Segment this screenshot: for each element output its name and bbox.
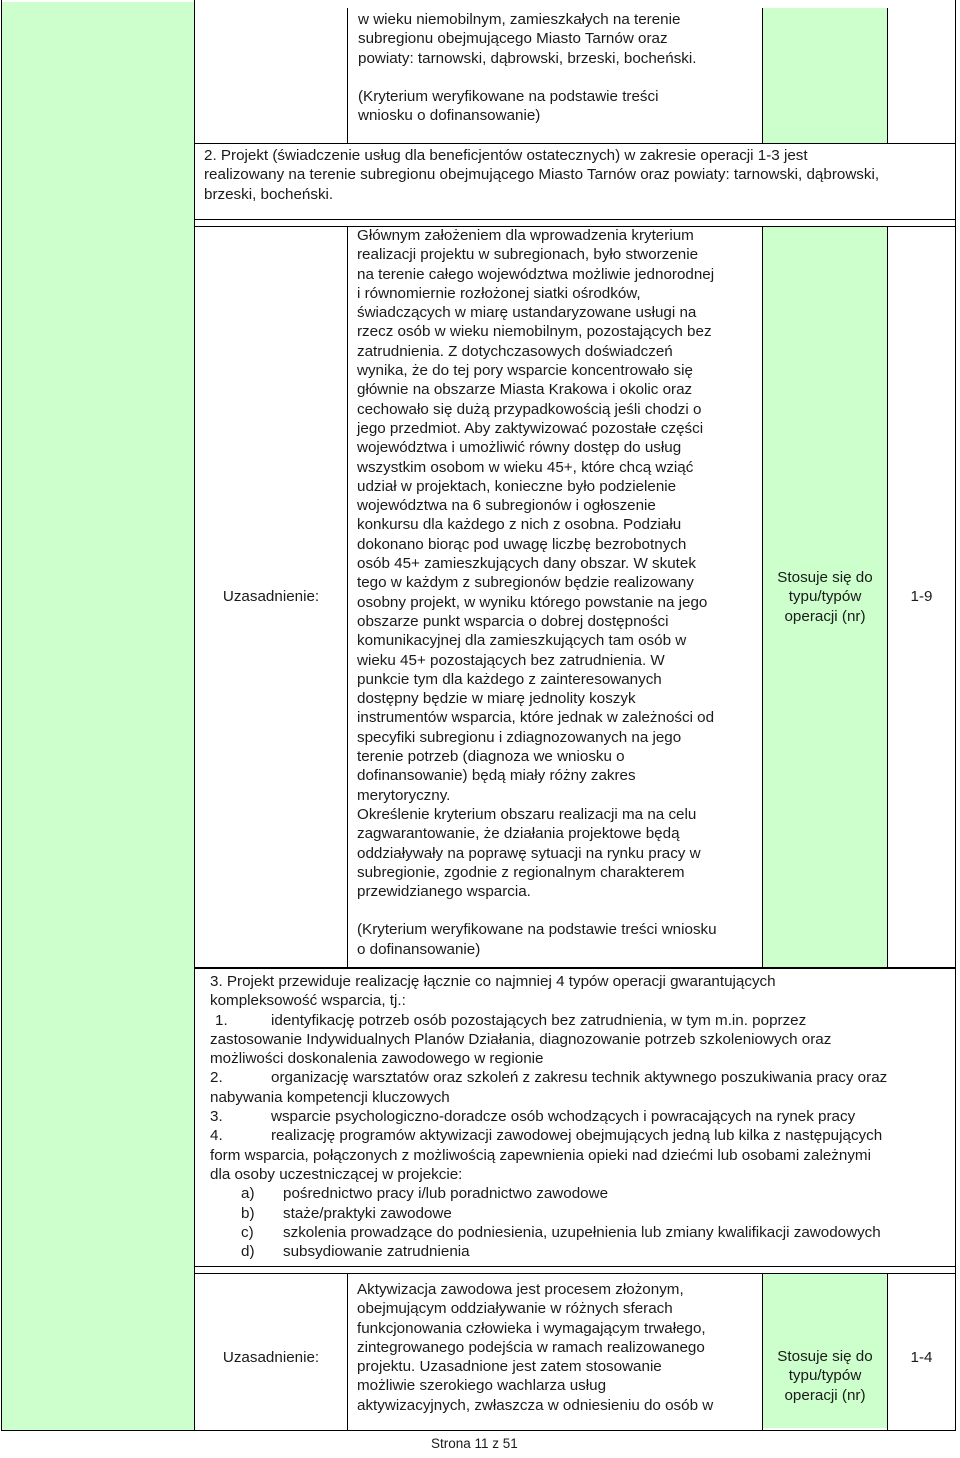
justification-2-line: aktywizacyjnych, zwłaszcza w odniesieniu do osób w: [357, 1396, 714, 1414]
justification-1-line: województwa i umożliwić równy dostęp do usług: [357, 439, 682, 457]
sublist-item-letter: d): [241, 1243, 255, 1261]
list-item-text: nabywania kompetencji kluczowych: [210, 1088, 450, 1106]
criterion-3-intro-line: kompleksowość wsparcia, tj.:: [210, 992, 406, 1010]
criterion-3-sublist: [210, 1184, 952, 1261]
criterion-2-line: brzeski, bocheński.: [204, 185, 334, 203]
justification-1-line: merytoryczny.: [357, 786, 451, 804]
list-item: [210, 1068, 952, 1107]
justification-1-line: komunikacyjnej dla zamieszkujących tam osób w: [357, 632, 687, 650]
justification-1-verification-line: (Kryterium weryfikowane na podstawie treści wniosku: [357, 921, 717, 939]
justification-1-line: konkursu dla każdego z nich z osobna. Podziału: [357, 516, 682, 534]
justification-2-applies: [763, 1346, 887, 1406]
justification-1-line: dostępny będzie w miarę jednolity koszyk: [357, 690, 636, 708]
justification-1-line: przewidzianego wsparcia.: [357, 883, 531, 901]
criterion-3-intro-line: 3. Projekt przewiduje realizację łącznie co najmniej 4 typów operacji gwarantujących: [210, 973, 776, 990]
border-crit2-bottom: [194, 219, 956, 220]
applies-line: operacji (nr): [784, 1386, 866, 1404]
border-j1-a: [347, 226, 348, 968]
border-bottom: [1, 1430, 956, 1431]
sublist-item-text: staże/praktyki zawodowe: [283, 1204, 452, 1222]
border-top-inner-bottom: [194, 143, 956, 144]
justification-2-line: możliwie szerokiego wachlarza usług: [357, 1377, 607, 1395]
sublist-item-letter: a): [241, 1185, 255, 1203]
border-right: [955, 0, 956, 1431]
top-intro: [358, 10, 758, 125]
list-item-number: 1.: [215, 1011, 228, 1029]
justification-1-line: dofinansowanie) będą miały różny zakres: [357, 767, 636, 785]
list-item-text: realizację programów aktywizacji zawodowej obejmujących jedną lub kilka z następujących: [271, 1127, 883, 1145]
criterion-2-line: realizowany na terenie subregionu obejmującego Miasto Tarnów oraz powiaty: tarnowski, dąbrowski,: [204, 166, 880, 184]
justification-1-line: świadczących w miarę ustandaryzowane usługi na: [357, 304, 697, 322]
border-crit3-bottom: [194, 1266, 956, 1267]
justification-1-line: zagwarantowanie, że działania projektowe będą: [357, 825, 680, 843]
justification-1-line: wszystkim osobom w wieku 45+, które chcą wziąć: [357, 458, 694, 476]
justification-1-line: osób 45+ zamieszkujących dany obszar. W skutek: [357, 555, 696, 573]
justification-1-line: instrumentów wsparcia, które jednak w zależności od: [357, 709, 715, 727]
sublist-item-text: pośrednictwo pracy i/lub poradnictwo zawodowe: [283, 1185, 609, 1203]
justification-1-text: [357, 226, 759, 959]
criterion-3: [210, 972, 952, 1261]
applies-column-fill-top: [763, 8, 887, 143]
border-crit3-top: [194, 968, 956, 969]
justification-1-line: obszarze punkt wsparcia o dobrej dostępności: [357, 612, 669, 630]
justification-2-line: projektu. Uzasadnione jest zatem stosowanie: [357, 1358, 662, 1376]
justification-1-line: cechowało się dużą przypadkowością jeśli chodzi o: [357, 400, 702, 418]
applies-line: operacji (nr): [784, 607, 866, 625]
list-item-text: zastosowanie Indywidualnych Planów Działania, diagnozowanie potrzeb szkoleniowych oraz: [210, 1030, 832, 1048]
justification-1-line: tego w każdym z subregionów będzie realizowany: [357, 574, 694, 592]
top-verification-line: (Kryterium weryfikowane na podstawie treści: [358, 87, 659, 105]
justification-1-line: zatrudnienia. Z dotychczasowych doświadczeń: [357, 342, 673, 360]
criterion-3-list: [210, 1011, 952, 1185]
left-column-fill: [2, 2, 194, 1430]
border-top-inner-left: [347, 8, 348, 144]
criterion-2: [204, 146, 952, 204]
border-top-inner-right: [887, 8, 888, 144]
list-item: [210, 1126, 952, 1184]
justification-1-line: udział w projektach, konieczne było podzielenie: [357, 477, 677, 495]
justification-1-line: Głównym założeniem dla wprowadzenia kryterium: [357, 227, 694, 244]
list-item-text: organizację warsztatów oraz szkoleń z zakresu technik aktywnego poszukiwania pracy oraz: [271, 1069, 888, 1087]
list-item-number: 4.: [210, 1127, 223, 1145]
justification-1-line: realizacji projektu w subregionach, było stworzenie: [357, 246, 699, 264]
justification-1-line: dokonano biorąc pod uwagę liczbę bezrobotnych: [357, 535, 687, 553]
sublist-item-text: szkolenia prowadzące do podniesienia, uzupełnienia lub zmiany kwalifikacji zawodowych: [283, 1223, 881, 1241]
top-verification-line: wniosku o dofinansowanie): [358, 107, 541, 125]
top-intro-line: powiaty: tarnowski, dąbrowski, brzeski, bocheński.: [358, 49, 697, 67]
list-item-text: dla osoby uczestniczącej w projekcie:: [210, 1165, 463, 1183]
justification-1-applies: [763, 227, 887, 967]
criterion-2-line: 2. Projekt (świadczenie usług dla beneficjentów ostatecznych) w zakresie operacji 1-3 jest: [204, 147, 808, 164]
page-number: Strona 11 z 51: [431, 1436, 518, 1451]
applies-line: Stosuje się do: [777, 1348, 873, 1366]
justification-1-line: oddziaływały na poprawę sytuacji na rynku pracy w: [357, 844, 701, 862]
border-left: [1, 0, 2, 1431]
justification-1-line: i równomiernie rozłożonej siatki ośrodków,: [357, 284, 641, 302]
justification-2-line: obejmującym oddziaływanie w różnych sferach: [357, 1300, 673, 1318]
applies-line: typu/typów: [788, 588, 862, 606]
justification-1-line: jego przedmiot. Aby zaktywizować pozostałe części: [357, 419, 704, 437]
justification-1-line: województwa na 6 subregionów i ogłoszenie: [357, 497, 656, 515]
border-top-inner-mid: [762, 8, 763, 144]
justification-2-label: Uzasadnienie:: [222, 1349, 320, 1367]
top-intro-line: w wieku niemobilnym, zamieszkałych na terenie: [358, 11, 681, 28]
sublist-item: [210, 1242, 952, 1261]
justification-2-line: zintegrowanego podejścia w ramach realizowanego: [357, 1338, 705, 1356]
applies-line: Stosuje się do: [777, 569, 873, 587]
justification-1-line: na terenie całego województwa możliwie jednorodnej: [357, 265, 715, 283]
top-intro-line: subregionu obejmującego Miasto Tarnów oraz: [358, 30, 668, 48]
justification-1-line: wieku 45+ pozostających bez zatrudnienia. W: [357, 651, 665, 669]
list-item-text: wsparcie psychologiczno-doradcze osób wchodzących i powracających na rynek pracy: [271, 1108, 856, 1126]
justification-2-text: [357, 1280, 759, 1415]
justification-1-line: wynika, że do tej pory wsparcie koncentrowało się: [357, 362, 693, 380]
justification-1-line: terenie potrzeb (diagnoza we wniosku o: [357, 748, 625, 766]
list-item: [210, 1107, 952, 1126]
justification-1-verification-line: o dofinansowanie): [357, 940, 481, 958]
justification-1-line: specyfiki subregionu i zdiagnozowanych na jego: [357, 728, 682, 746]
list-item-text: identyfikację potrzeb osób pozostających bez zatrudnienia, w tym m.in. poprzez: [271, 1011, 807, 1029]
list-item-text: możliwości doskonalenia zawodowego w regionie: [210, 1050, 544, 1068]
justification-2-range: 1-4: [910, 1349, 933, 1367]
justification-1-line: głównie na obszarze Miasta Krakowa i okolic oraz: [357, 381, 693, 399]
sublist-item: [210, 1204, 952, 1223]
justification-1-line: osobny projekt, w wyniku którego powstanie na jego: [357, 593, 708, 611]
justification-1-label: Uzasadnienie:: [222, 588, 320, 606]
list-item-number: 2.: [210, 1069, 223, 1087]
applies-line: typu/typów: [788, 1367, 862, 1385]
sublist-item: [210, 1184, 952, 1203]
sublist-item: [210, 1223, 952, 1242]
sublist-item-text: subsydiowanie zatrudnienia: [283, 1243, 470, 1261]
list-item-number: 3.: [210, 1108, 223, 1126]
list-item: [210, 1011, 952, 1069]
justification-1-range: 1-9: [910, 588, 933, 606]
justification-1-line: subregionie, zgodnie z regionalnym charakterem: [357, 863, 685, 881]
justification-2-line: Aktywizacja zawodowa jest procesem złożonym,: [357, 1281, 684, 1298]
justification-2-line: funkcjonowania człowieka i wymagającym trwałego,: [357, 1319, 706, 1337]
list-item-text: form wsparcia, połączonych z możliwością zapewnienia opieki nad dziećmi lub osobami zależnymi: [210, 1146, 871, 1164]
sublist-item-letter: c): [241, 1223, 254, 1241]
border-j2-a: [347, 1273, 348, 1431]
justification-1-line: punkcie tym dla każdego z zainteresowanych: [357, 670, 662, 688]
sublist-item-letter: b): [241, 1204, 255, 1222]
justification-1-line: Określenie kryterium obszaru realizacji ma na celu: [357, 805, 697, 823]
justification-1-line: rzecz osób w wieku niemobilnym, pozostających bez: [357, 323, 712, 341]
